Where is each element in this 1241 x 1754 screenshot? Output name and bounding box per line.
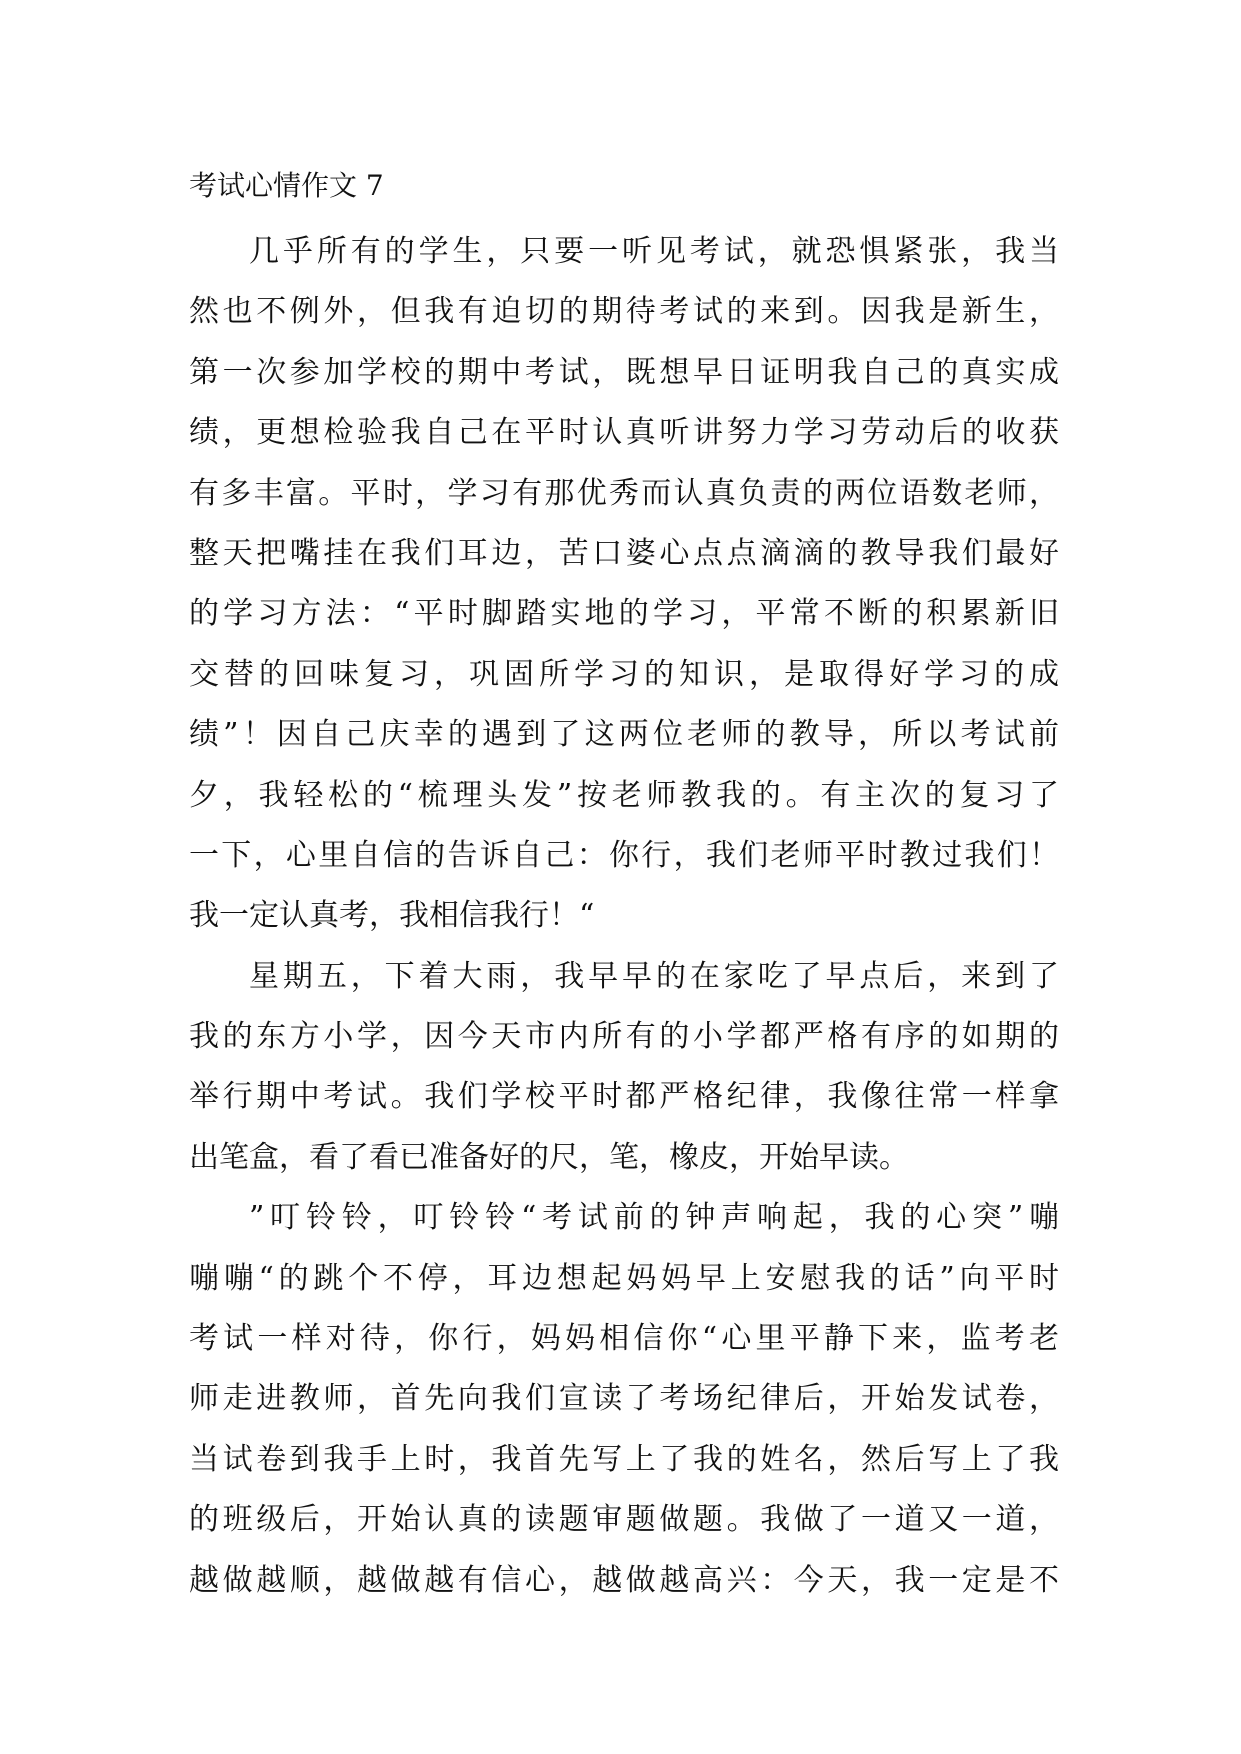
text-line: 夕，我轻松的“梳理头发”按老师教我的。有主次的复习了 — [189, 777, 1059, 813]
text-line: 然也不例外，但我有迫切的期待考试的来到。因我是新生， — [189, 294, 1059, 330]
text-line: ”叮铃铃，叮铃铃“考试前的钟声响起，我的心突”嘣 — [249, 1200, 1059, 1236]
text-line: 第一次参加学校的期中考试，既想早日证明我自己的真实成 — [189, 354, 1059, 390]
text-line: 我一定认真考，我相信我行！“ — [189, 898, 595, 934]
text-line: 星期五，下着大雨，我早早的在家吃了早点后，来到了 — [249, 958, 1059, 994]
text-line: 师走进教师，首先向我们宣读了考场纪律后，开始发试卷， — [189, 1381, 1059, 1417]
text-line: 的学习方法：“平时脚踏实地的学习，平常不断的积累新旧 — [189, 596, 1059, 632]
text-line: 整天把嘴挂在我们耳边，苦口婆心点点滴滴的教导我们最好 — [189, 535, 1059, 571]
text-line: 出笔盒，看了看已准备好的尺，笔，橡皮，开始早读。 — [189, 1139, 909, 1175]
text-line: 一下，心里自信的告诉自己：你行，我们老师平时教过我们！ — [189, 837, 1059, 873]
document-body — [189, 222, 1059, 1611]
text-line: 绩，更想检验我自己在平时认真听讲努力学习劳动后的收获 — [189, 415, 1059, 451]
text-line: 我的东方小学，因今天市内所有的小学都严格有序的如期的 — [189, 1019, 1059, 1055]
text-line: 交替的回味复习，巩固所学习的知识，是取得好学习的成 — [189, 656, 1059, 692]
text-line: 有多丰富。平时，学习有那优秀而认真负责的两位语数老师， — [189, 475, 1059, 511]
document-title: 考试心情作文 7 — [189, 169, 384, 202]
text-line: 绩”！因自己庆幸的遇到了这两位老师的教导，所以考试前 — [189, 717, 1059, 753]
text-line: 考试一样对待，你行，妈妈相信你“心里平静下来，监考老 — [189, 1321, 1059, 1357]
text-line: 越做越顺，越做越有信心，越做越高兴：今天，我一定是不 — [189, 1562, 1059, 1598]
text-line: 几乎所有的学生，只要一听见考试，就恐惧紧张，我当 — [249, 234, 1059, 269]
text-line: 举行期中考试。我们学校平时都严格纪律，我像往常一样拿 — [189, 1079, 1059, 1115]
text-line: 当试卷到我手上时，我首先写上了我的姓名，然后写上了我 — [189, 1441, 1059, 1477]
text-line: 嘣嘣“的跳个不停，耳边想起妈妈早上安慰我的话”向平时 — [189, 1260, 1059, 1296]
text-line: 的班级后，开始认真的读题审题做题。我做了一道又一道， — [189, 1502, 1059, 1538]
